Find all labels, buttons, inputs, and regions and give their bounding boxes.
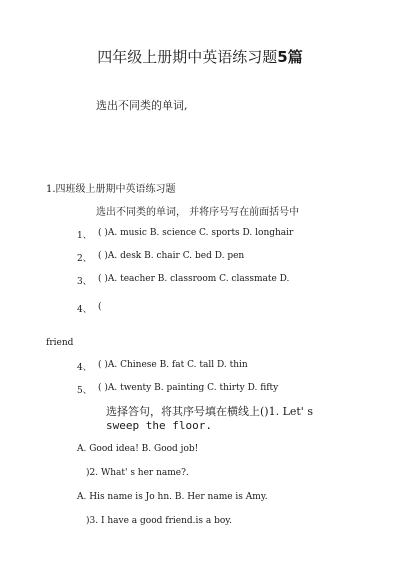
question-number: 2、 xyxy=(77,254,92,264)
question-number: 1、 xyxy=(77,231,92,241)
page-title xyxy=(0,46,400,67)
question-text: ( )A. teacher B. classroom C. classmate D. xyxy=(98,274,290,284)
answer-question-line: )2. What' s her name?. xyxy=(86,468,189,478)
answer-instruction-line-2: sweep the floor. xyxy=(106,419,212,432)
title-text: 四年级上册期中英语练习题 xyxy=(97,48,278,66)
question-text: ( )A. Chinese B. fat C. tall D. thin xyxy=(98,360,248,370)
title-bold-text: 5篇 xyxy=(277,48,303,66)
question-text: ( xyxy=(98,302,102,312)
intro-text: 选出不同类的单词, xyxy=(96,99,188,112)
answer-question-line: )3. I have a good friend.is a boy. xyxy=(86,516,233,526)
wrapped-word: friend xyxy=(46,338,74,348)
answer-option-line: A. His name is Jo hn. B. Her name is Amy. xyxy=(77,492,268,502)
question-text: ( )A. desk B. chair C. bed D. pen xyxy=(98,251,245,261)
answer-instruction-line-1: 选择答句，将其序号填在横线上()1. Let' s xyxy=(106,405,313,418)
question-number: 3、 xyxy=(77,277,92,287)
section-heading: 1.四班级上册期中英语练习题 xyxy=(46,184,176,195)
question-number: 5、 xyxy=(77,386,92,396)
question-text: ( )A. music B. science C. sports D. longhair xyxy=(98,228,294,238)
question-text: ( )A. twenty B. painting C. thirty D. fifty xyxy=(98,383,279,393)
instruction-text: 选出不同类的单词， 并将序号写在前面括号中 xyxy=(96,207,300,218)
question-number: 4、 xyxy=(77,305,92,315)
question-number: 4、 xyxy=(77,363,92,373)
answer-option-line: A. Good idea! B. Good job! xyxy=(77,444,199,454)
